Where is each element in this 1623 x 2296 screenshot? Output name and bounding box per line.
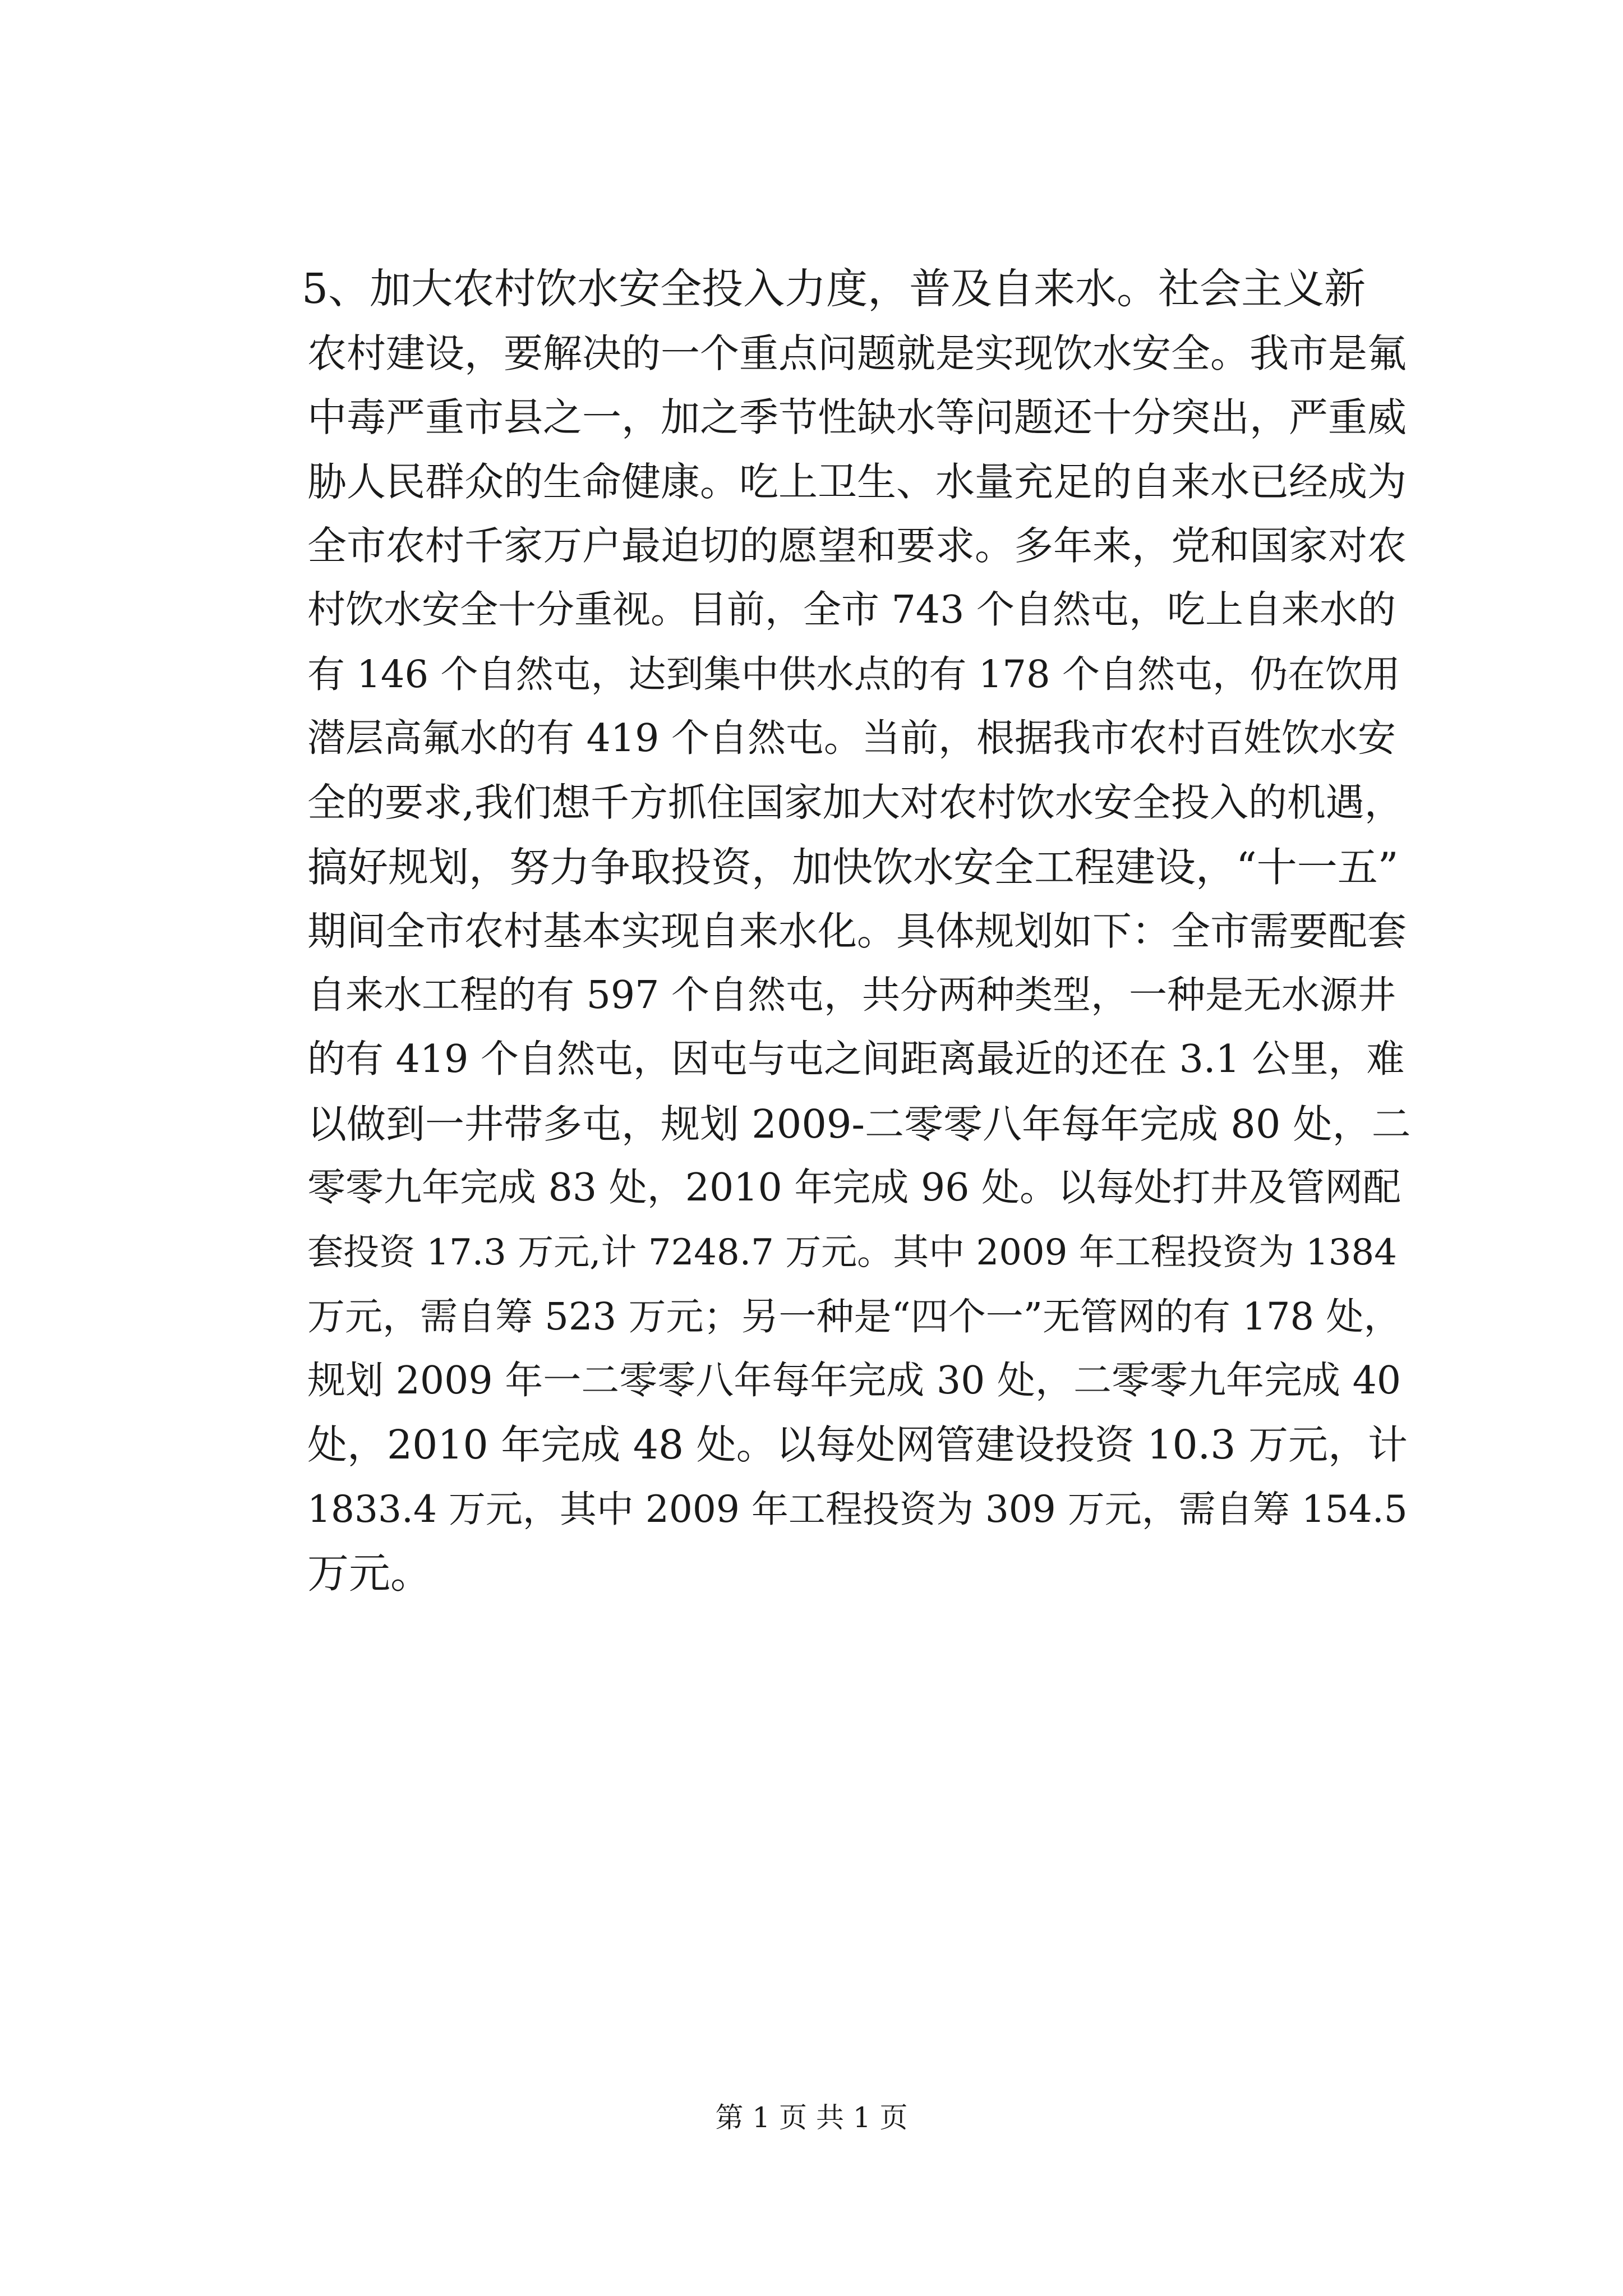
text-line-4: 胁人民群众的生命健康。吃上卫生、水量充足的自来水已经成为 [307, 458, 1407, 505]
text-line-10: 搞好规划，努力争取投资，加快饮水安全工程建设，“十一五” [307, 843, 1399, 891]
document-body [302, 257, 1411, 1606]
text-line-8: 潜层高氟水的有 419 个自然屯。当前，根据我市农村百姓饮水安 [307, 716, 1396, 761]
text-line-13: 的有 419 个自然屯，因屯与屯之间距离最近的还在 3.1 公里，难 [307, 1037, 1405, 1082]
text-line-3: 中毒严重市县之一，加之季节性缺水等问题还十分突出，严重威 [307, 394, 1407, 440]
text-line-14: 以做到一井带多屯，规划 2009-二零零八年每年完成 80 处，二 [307, 1101, 1411, 1147]
text-line-1: 5、加大农村饮水安全投入力度，普及自来水。社会主义新 [302, 265, 1366, 313]
text-line-6: 村饮水安全十分重视。目前，全市 743 个自然屯，吃上自来水的 [307, 587, 1396, 632]
text-line-19: 处，2010 年完成 48 处。以每处网管建设投资 10.3 万元，计 [307, 1421, 1408, 1468]
text-line-17: 万元，需自筹 523 万元；另一种是“四个一”无管网的有 178 处， [307, 1295, 1401, 1338]
page-number-label: 第 1 页 共 1 页 [715, 2101, 908, 2134]
page-footer [0, 2101, 1623, 2134]
text-line-15: 零零九年完成 83 处，2010 年完成 96 处。以每处打井及管网配 [307, 1166, 1401, 1210]
text-line-16: 套投资 17.3 万元,计 7248.7 万元。其中 2009 年工程投资为 1384 [307, 1231, 1397, 1273]
text-line-7: 有 146 个自然屯，达到集中供水点的有 178 个自然屯，仍在饮用 [307, 652, 1400, 696]
text-line-9: 全的要求,我们想千方抓住国家加大对农村饮水安全投入的机遇， [307, 780, 1403, 825]
text-line-2: 农村建设，要解决的一个重点问题就是实现饮水安全。我市是氟 [307, 330, 1407, 376]
text-line-5: 全市农村千家万户最迫切的愿望和要求。多年来，党和国家对农 [307, 523, 1407, 569]
text-line-18: 规划 2009 年一二零零八年每年完成 30 处，二零零九年完成 40 [307, 1358, 1401, 1403]
text-line-12: 自来水工程的有 597 个自然屯，共分两种类型，一种是无水源井 [307, 973, 1396, 1018]
text-line-11: 期间全市农村基本实现自来水化。具体规划如下：全市需要配套 [307, 908, 1407, 954]
text-line-21: 万元。 [307, 1549, 432, 1598]
text-line-20: 1833.4 万元，其中 2009 年工程投资为 309 万元，需自筹 154.5 [307, 1487, 1408, 1531]
